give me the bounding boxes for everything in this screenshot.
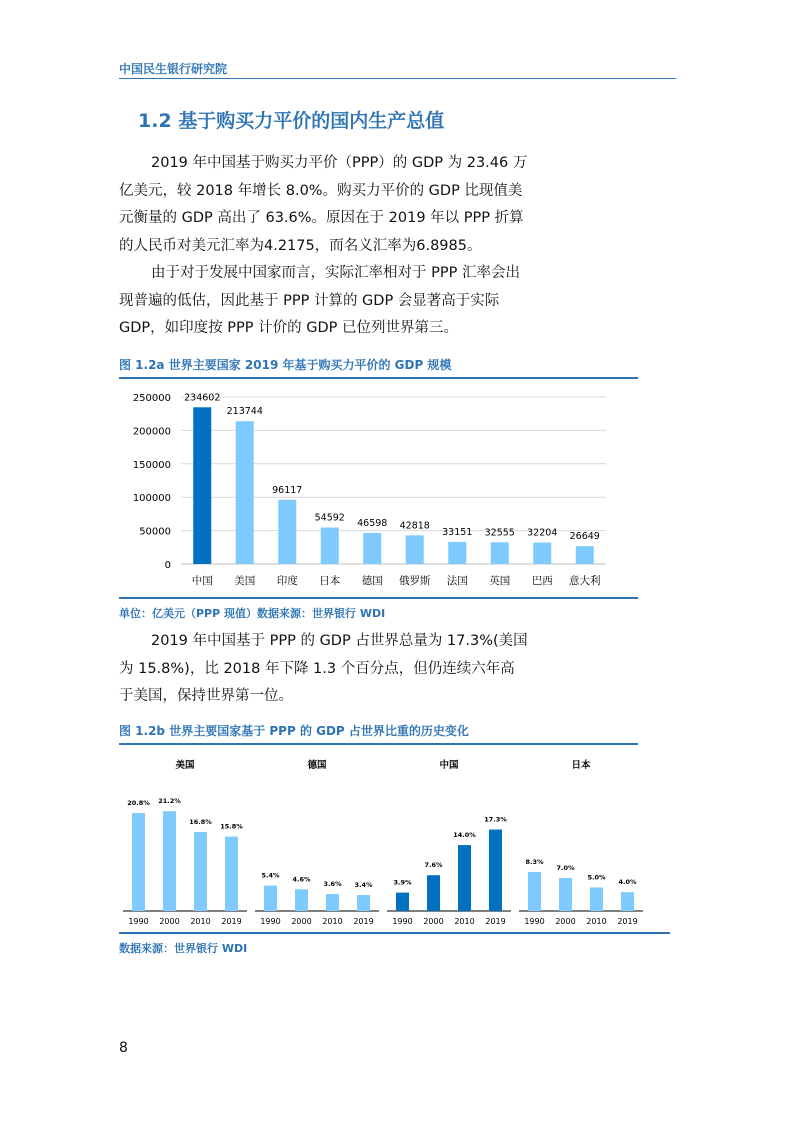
- data-label: 21.2%: [158, 797, 181, 806]
- data-label: 5.0%: [587, 873, 606, 882]
- bar: [396, 893, 409, 911]
- figure-b-bottom-rule: [119, 932, 670, 934]
- paragraph-2-text: 由于对于发展中国家而言，实际汇率相对于 PPP 汇率会出现普遍的低估，因此基于 PPP 计算的 GDP 会显著高于实际 GDP，如印度按 PPP 计价的 GDP 已位列世界第三。: [119, 265, 520, 336]
- y-tick-label: 50000: [139, 526, 171, 538]
- bar: [357, 895, 370, 911]
- figure-a-title: 图 1.2a 世界主要国家 2019 年基于购买力平价的 GDP 规模: [119, 358, 452, 372]
- header-brand: 中国民生银行研究院: [119, 62, 228, 76]
- bar: [491, 542, 509, 564]
- figure-b-note: 数据来源：世界银行 WDI: [119, 942, 248, 955]
- data-label: 20.8%: [127, 799, 150, 808]
- data-label: 15.8%: [220, 822, 243, 831]
- x-tick-label: 2010: [586, 917, 607, 926]
- x-tick-label: 俄罗斯: [399, 575, 431, 587]
- x-tick-label: 英国: [489, 575, 511, 587]
- figure-a-chart: [119, 380, 638, 596]
- x-tick-label: 2010: [190, 917, 211, 926]
- x-tick-label: 德国: [361, 575, 383, 587]
- x-tick-label: 2000: [159, 917, 180, 926]
- x-tick-label: 法国: [446, 575, 468, 587]
- panel: [387, 759, 511, 926]
- figure-a-note: 单位：亿美元（PPP 现值）数据来源：世界银行 WDI: [119, 607, 386, 620]
- x-tick-label: 1990: [260, 917, 281, 926]
- data-label: 3.6%: [323, 880, 342, 889]
- bar: [576, 546, 594, 564]
- bar: [236, 421, 254, 564]
- data-label: 17.3%: [484, 815, 507, 824]
- panel-title: 中国: [439, 760, 459, 771]
- data-label: 26649: [569, 531, 600, 543]
- x-tick-label: 2010: [322, 917, 343, 926]
- bar: [132, 813, 145, 911]
- data-label: 54592: [314, 512, 345, 524]
- data-label: 33151: [442, 526, 473, 538]
- x-tick-label: 2019: [353, 917, 374, 926]
- figure-a-bottom-rule: [119, 597, 638, 599]
- x-tick-label: 2019: [617, 917, 638, 926]
- x-tick-label: 2019: [485, 917, 506, 926]
- y-tick-label: 150000: [132, 459, 171, 471]
- bar: [225, 837, 238, 911]
- figure-b-title: 图 1.2b 世界主要国家基于 PPP 的 GDP 占世界比重的历史变化: [119, 724, 469, 738]
- y-tick-label: 100000: [132, 493, 171, 505]
- y-tick-label: 200000: [132, 426, 171, 438]
- paragraph-1: [119, 150, 529, 260]
- data-label: 8.3%: [525, 857, 544, 866]
- bar: [621, 892, 634, 911]
- paragraph-3: [119, 628, 529, 711]
- data-label: 7.6%: [424, 861, 443, 870]
- figure-a-top-rule: [119, 377, 638, 379]
- bar: [321, 528, 339, 564]
- bar: [326, 894, 339, 911]
- x-tick-label: 2000: [555, 917, 576, 926]
- bar: [590, 887, 603, 911]
- bar: [406, 535, 424, 564]
- header-rule: [119, 78, 676, 79]
- figure-b-chart: [119, 748, 676, 934]
- bar: [264, 886, 277, 911]
- bar: [448, 542, 466, 564]
- data-label: 46598: [357, 517, 388, 529]
- x-tick-label: 2000: [423, 917, 444, 926]
- figure-b-top-rule: [119, 743, 638, 745]
- x-tick-label: 1990: [392, 917, 413, 926]
- x-tick-label: 印度: [276, 575, 298, 587]
- data-label: 3.9%: [393, 878, 412, 887]
- bar: [194, 832, 207, 911]
- bar: [533, 542, 551, 564]
- bar: [427, 875, 440, 911]
- data-label: 234602: [184, 392, 221, 404]
- bar: [278, 500, 296, 564]
- panel-title: 德国: [307, 760, 327, 771]
- section-title: 1.2 基于购买力平价的国内生产总值: [138, 110, 445, 132]
- panel: [255, 759, 379, 926]
- x-tick-label: 美国: [234, 575, 256, 587]
- panel-title: 日本: [571, 760, 591, 771]
- bar: [458, 845, 471, 911]
- paragraph-2: [119, 260, 529, 343]
- data-label: 96117: [272, 484, 303, 496]
- panel-title: 美国: [175, 760, 195, 771]
- paragraph-1-text: 2019 年中国基于购买力平价（PPP）的 GDP 为 23.46 万亿美元，较 2018 年增长 8.0%。购买力平价的 GDP 比现值美元衡量的 GDP 高出了 63.6%。原因在于 2019 年以 PPP 折算的人民币对美元汇率为4.2175，而名义汇率为6.8985。: [119, 155, 528, 254]
- data-label: 3.4%: [354, 880, 373, 889]
- x-tick-label: 意大利: [569, 575, 601, 587]
- paragraph-3-text: 2019 年中国基于 PPP 的 GDP 占世界总量为 17.3%(美国为 15.8%)，比 2018 年下降 1.3 个百分点，但仍连续六年高于美国，保持世界第一位。: [119, 633, 528, 704]
- x-tick-label: 1990: [128, 917, 149, 926]
- x-tick-label: 2010: [454, 917, 475, 926]
- data-label: 4.0%: [618, 878, 637, 887]
- x-tick-label: 2019: [221, 917, 242, 926]
- bar: [559, 878, 572, 911]
- bar: [363, 533, 381, 564]
- data-label: 7.0%: [556, 864, 575, 873]
- data-label: 16.8%: [189, 817, 212, 826]
- panel: [519, 759, 643, 926]
- panel: [123, 759, 247, 926]
- data-label: 213744: [226, 406, 263, 418]
- data-label: 42818: [399, 520, 430, 532]
- data-label: 4.6%: [292, 875, 311, 884]
- data-label: 5.4%: [261, 871, 280, 880]
- y-tick-label: 0: [164, 560, 171, 571]
- bar: [163, 811, 176, 911]
- bar: [193, 407, 211, 564]
- bar: [528, 872, 541, 911]
- data-label: 32204: [527, 527, 558, 539]
- x-tick-label: 日本: [319, 575, 341, 587]
- x-tick-label: 中国: [191, 575, 213, 587]
- x-tick-label: 1990: [524, 917, 545, 926]
- y-tick-label: 250000: [132, 393, 171, 404]
- data-label: 14.0%: [453, 831, 476, 840]
- bar: [489, 830, 502, 911]
- x-tick-label: 巴西: [531, 575, 553, 587]
- page-number: 8: [119, 1040, 128, 1056]
- bar: [295, 889, 308, 911]
- data-label: 32555: [484, 527, 515, 539]
- x-tick-label: 2000: [291, 917, 312, 926]
